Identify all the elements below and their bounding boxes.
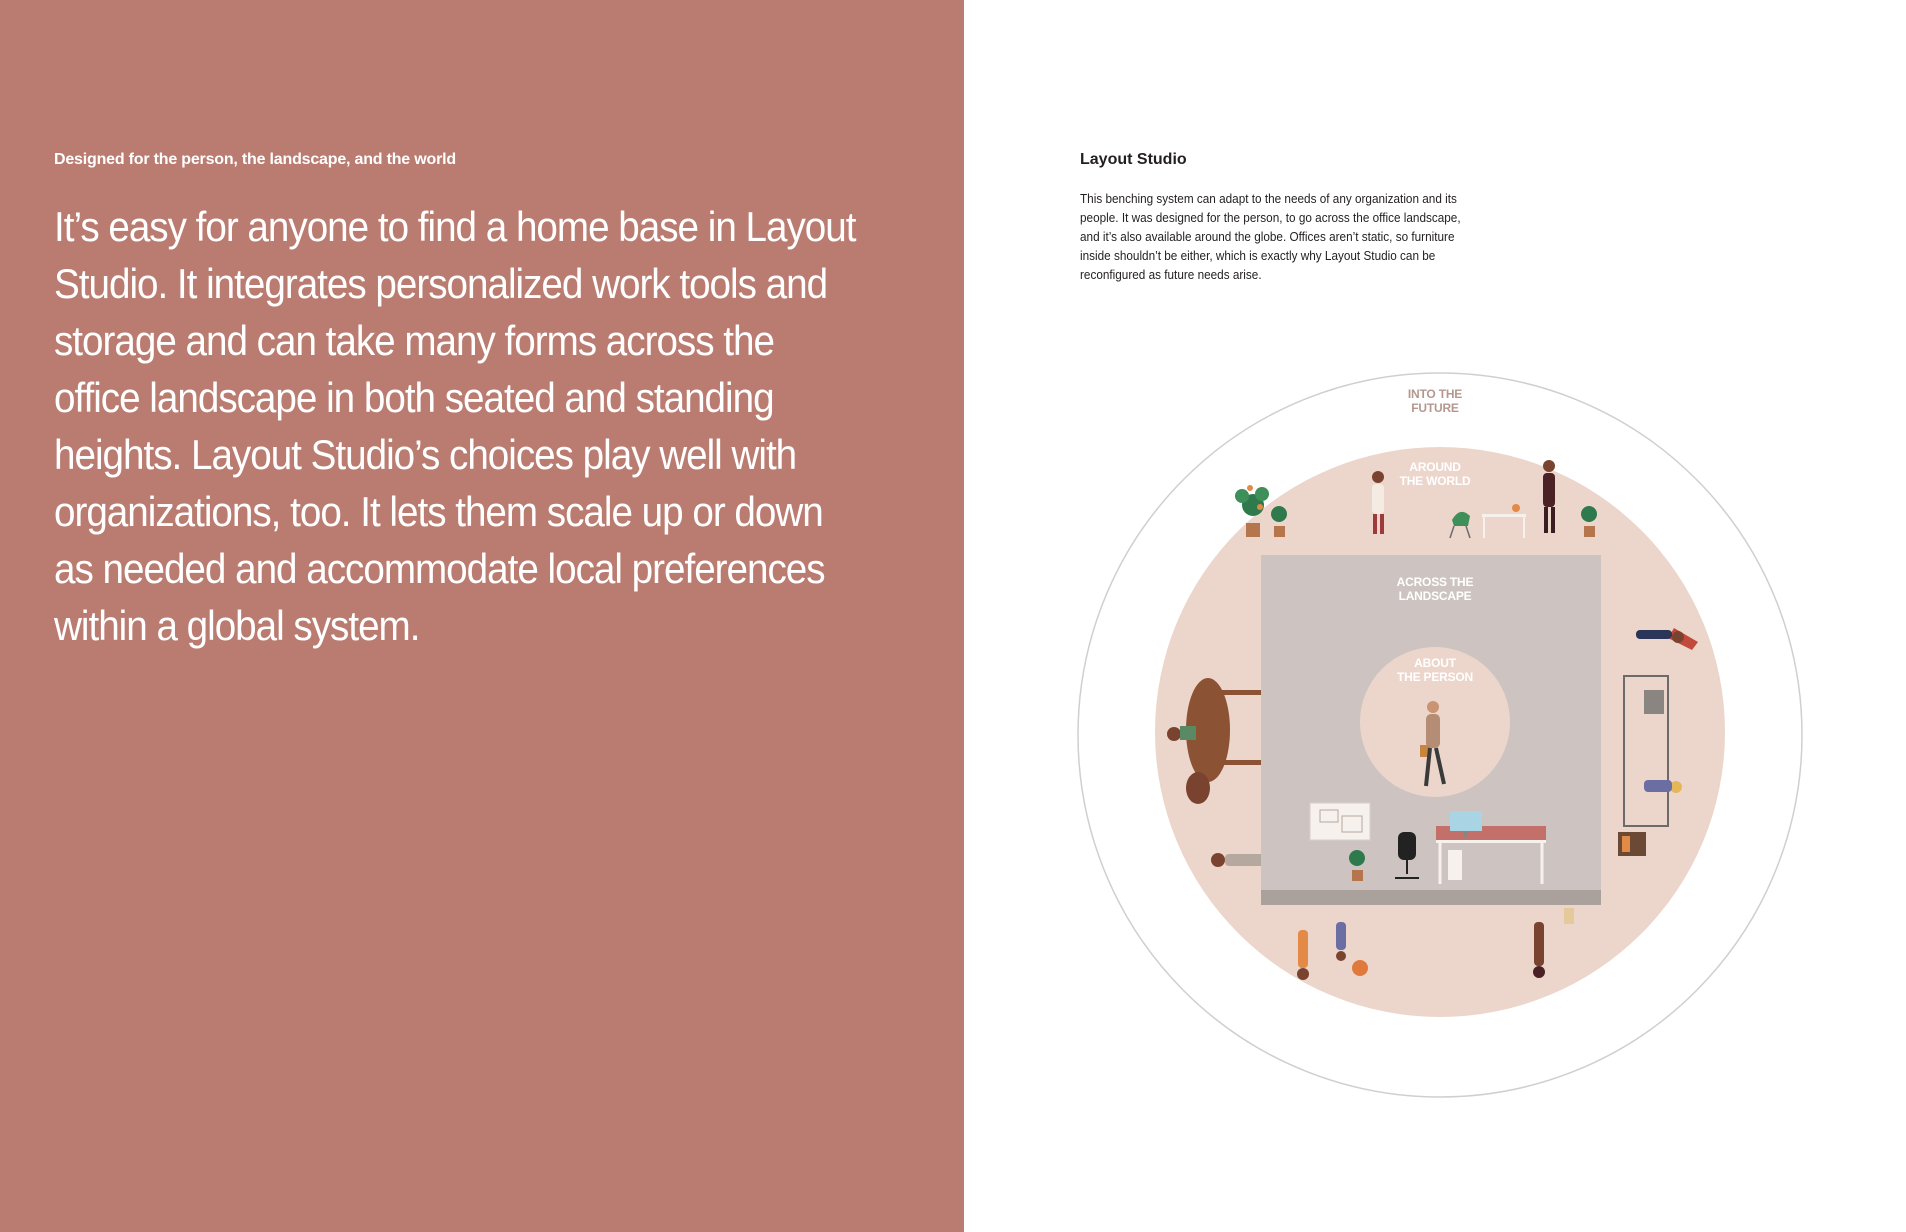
left-eyebrow: Designed for the person, the landscape, and the world <box>54 151 456 168</box>
world-label-line1: AROUND <box>1409 460 1461 474</box>
person-icon <box>1644 780 1682 793</box>
whiteboard-icon <box>1310 803 1370 840</box>
concentric-diagram <box>1070 360 1810 1110</box>
landscape-floor <box>1261 890 1601 905</box>
right-body-text: This benching system can adapt to the needs of any organization and its people. It was designed for the person, to go across the office landscape, and it’s also available around the globe. Offices aren’t static, so furniture inside shouldn’t be either, which is exactly why Layout Studio can be reconfigured as future needs arise. <box>1080 192 1461 282</box>
right-title: Layout Studio <box>1080 151 1187 168</box>
shelf-icon <box>1618 832 1646 856</box>
future-label-line2: FUTURE <box>1411 401 1459 415</box>
future-label-line1: INTO THE <box>1407 387 1463 401</box>
world-label-line2: THE WORLD <box>1399 474 1471 488</box>
person-label-line2: THE PERSON <box>1396 670 1474 684</box>
landscape-label-line1: ACROSS THE <box>1396 575 1474 589</box>
left-body-text: It’s easy for anyone to find a home base in Layout Studio. It integrates personalized work tools and storage and can take many forms across the office landscape in both seated and standing heights. Layout Studio’s choices play well with organizations, too. It lets them scale up or down as needed and accommodate local preferences within a global system. <box>54 203 856 649</box>
person-label-line1: ABOUT <box>1414 656 1456 670</box>
landscape-label-line2: LANDSCAPE <box>1398 589 1472 603</box>
person-icon <box>1297 930 1309 980</box>
